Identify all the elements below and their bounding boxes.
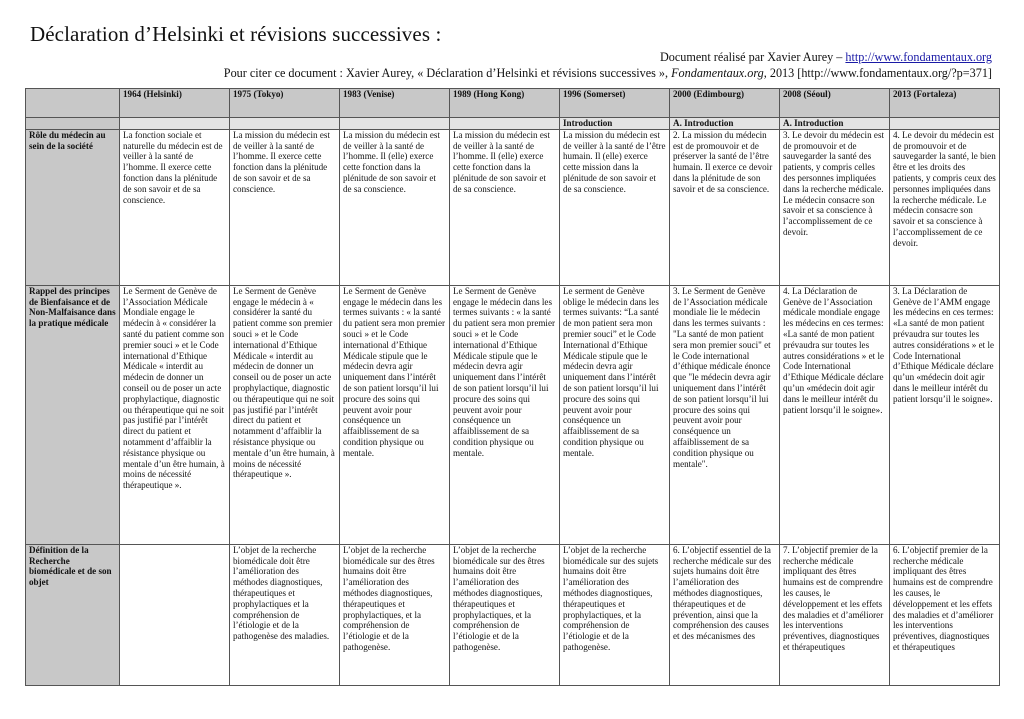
row-header: Rôle du médecin au sein de la société xyxy=(26,129,120,285)
subheader-row xyxy=(26,118,1000,130)
subheader-cell xyxy=(230,118,340,130)
table-row xyxy=(26,129,1000,285)
row-header: Rappel des principes de Bienfaisance et de Non-Malfaisance dans la pratique médicale xyxy=(26,285,120,544)
citation-journal: Fondamentaux.org xyxy=(671,66,764,80)
author-link[interactable]: http://www.fondamentaux.org xyxy=(845,50,992,64)
citation-prefix: Pour citer ce document : Xavier Aurey, « Déclaration d’Helsinki et révisions successives », xyxy=(223,66,672,80)
header-row xyxy=(26,89,1000,118)
column-header: 1964 (Helsinki) xyxy=(120,89,230,118)
table-cell: L’objet de la recherche biomédicale sur des sujets humains doit être l’amélioration des méthodes diagnostiques, thérapeutiques et prophylactiques, et la compréhension de l’étiologie et de la pathogenèse. xyxy=(560,544,670,685)
subheader-cell xyxy=(340,118,450,130)
subheader-cell: Introduction xyxy=(560,118,670,130)
table-cell: La mission du médecin est de veiller à la santé de l’homme. Il (elle) exerce cette fonction dans la plénitude de son savoir et de sa conscience. xyxy=(340,129,450,285)
subheader-cell: A. Introduction xyxy=(670,118,780,130)
document-title: Déclaration d’Helsinki et révisions successives : xyxy=(30,22,442,46)
table-cell: 2. La mission du médecin est de promouvoir et de préserver la santé de l’être humain. Il exerce ce devoir dans la plénitude de son savoir et de sa conscience. xyxy=(670,129,780,285)
column-header: 1983 (Venise) xyxy=(340,89,450,118)
comparison-table xyxy=(25,88,1000,686)
subheader-cell: A. Introduction xyxy=(780,118,890,130)
subheader-corner xyxy=(26,118,120,130)
subheader-cell xyxy=(890,118,1000,130)
table-cell: 4. La Déclaration de Genève de l’Association médicale mondiale engage les médecins en ces termes: «La santé de mon patient prévaudra sur toutes les autres considérations » et le Code International d’Ethique Médicale déclare qu’un «médecin doit agir dans le meilleur intérêt du patient lorsqu’il le soigne». xyxy=(780,285,890,544)
subheader-cell xyxy=(120,118,230,130)
table-row xyxy=(26,544,1000,685)
column-header: 1996 (Somerset) xyxy=(560,89,670,118)
column-header: 2008 (Séoul) xyxy=(780,89,890,118)
table-cell: 3. Le devoir du médecin est de promouvoir et de sauvegarder la santé des patients, y compris celles des personnes impliquées dans la recherche médicale. Le médecin consacre son savoir et sa conscience à l’accomplissement de ce devoir. xyxy=(780,129,890,285)
table-cell: L’objet de la recherche biomédicale sur des êtres humains doit être l’amélioration des méthodes diagnostiques, thérapeutiques et prophylactiques, et la compréhension de l’étiologie et de la pathogenèse. xyxy=(340,544,450,685)
table-cell: L’objet de la recherche biomédicale sur des êtres humains doit être l’amélioration des méthodes diagnostiques, thérapeutiques et prophylactiques, et la compréhension de l’étiologie et de la pathogenèse. xyxy=(450,544,560,685)
table-cell: 7. L’objectif premier de la recherche médicale impliquant des êtres humains est de comprendre les causes, le développement et les effets des maladies et d’améliorer les interventions préventives, diagnostiques et thérapeutiques xyxy=(780,544,890,685)
row-header: Définition de la Recherche biomédicale et de son objet xyxy=(26,544,120,685)
table-cell: 4. Le devoir du médecin est de promouvoir et de sauvegarder la santé, le bien être et les droits des patients, y compris ceux des personnes impliquées dans la recherche médicale. Le médecin consacre son savoir et sa conscience à l’accomplissement de ce devoir. xyxy=(890,129,1000,285)
author-text: Document réalisé par Xavier Aurey – xyxy=(659,50,846,64)
table-cell: Le Serment de Genève de l’Association Médicale Mondiale engage le médecin à « considérer la santé du patient comme son premier souci » et le Code international d’Ethique Médicale « interdit au médecin de donner un conseil ou de poser un acte prophylactique, diagnostic ou thérapeutique qui ne soit pas justifié par l’intérêt direct du patient et notamment d’affaiblir la résistance physique ou mentale d’un être humain, à moins de nécessité thérapeutique ». xyxy=(120,285,230,544)
column-header: 2000 (Edimbourg) xyxy=(670,89,780,118)
table-cell: La mission du médecin est de veiller à la santé de l’être humain. Il (elle) exerce cette mission dans la plénitude de son savoir et de sa conscience. xyxy=(560,129,670,285)
table-cell xyxy=(120,544,230,685)
column-header: 1975 (Tokyo) xyxy=(230,89,340,118)
table-row xyxy=(26,285,1000,544)
citation-line xyxy=(224,66,992,81)
table-cell: La mission du médecin est de veiller à la santé de l’homme. Il (elle) exerce cette fonction dans la plénitude de son savoir et de sa conscience. xyxy=(450,129,560,285)
author-line xyxy=(660,50,992,65)
citation-suffix: , 2013 [http://www.fondamentaux.org/?p=371] xyxy=(763,66,992,80)
table-cell: Le Serment de Genève engage le médecin dans les termes suivants : « la santé du patient sera mon premier souci » et le Code international d’Ethique Médicale stipule que le médecin devra agir uniquement dans l’intérêt de son patient lorsqu’il lui procure des soins qui peuvent avoir pour conséquence un affaiblissement de sa condition physique ou mentale. xyxy=(450,285,560,544)
table-cell: L’objet de la recherche biomédicale doit être l’amélioration des méthodes diagnostiques, thérapeutiques et prophylactiques et la compréhension de l’étiologie et de la pathogenèse des maladies. xyxy=(230,544,340,685)
table-cell: 3. La Déclaration de Genève de l’AMM engage les médecins en ces termes: «La santé de mon patient prévaudra sur toutes les autres considérations » et le Code International d’Ethique Médicale déclare qu’un «médecin doit agir dans le meilleur intérêt du patient lorsqu’il le soigne». xyxy=(890,285,1000,544)
table-cell: 6. L’objectif premier de la recherche médicale impliquant des êtres humains est de comprendre les causes, le développement et les effets des maladies et d’améliorer les interventions préventives, diagnostiques et thérapeutiques xyxy=(890,544,1000,685)
table-cell: Le serment de Genève oblige le médecin dans les termes suivants: “La santé de mon patient sera mon premier souci” et le Code International d’Ethique Médicale stipule que le médecin devra agir uniquement dans l’intérêt de son patient lorsqu’il lui procure des soins qui peuvent avoir pour conséquence un affaiblissement de sa condition physique ou mentale. xyxy=(560,285,670,544)
table-cell: La fonction sociale et naturelle du médecin est de veiller à la santé de l’homme. Il exerce cette fonction dans la plénitude de son savoir et de sa conscience. xyxy=(120,129,230,285)
header-corner xyxy=(26,89,120,118)
table-cell: Le Serment de Genève engage le médecin dans les termes suivants : « la santé du patient sera mon premier souci » et le Code international d’Ethique Médicale stipule que le médecin devra agir uniquement dans l’intérêt de son patient lorsqu’il lui procure des soins qui peuvent avoir pour conséquence un affaiblissement de sa condition physique ou mentale. xyxy=(340,285,450,544)
table-cell: 6. L’objectif essentiel de la recherche médicale sur des sujets humains doit être l’amélioration des méthodes diagnostiques, thérapeutiques et de prévention, ainsi que la compréhension des causes et des mécanismes des xyxy=(670,544,780,685)
column-header: 2013 (Fortaleza) xyxy=(890,89,1000,118)
subheader-cell xyxy=(450,118,560,130)
column-header: 1989 (Hong Kong) xyxy=(450,89,560,118)
table-cell: 3. Le Serment de Genève de l’Association médicale mondiale lie le médecin dans les termes suivants : "La santé de mon patient sera mon premier souci" et le Code international d’éthique médicale énonce que "le médecin devra agir uniquement dans l’intérêt de son patient lorsqu’il lui procure des soins qui peuvent avoir pour conséquence un affaiblissement de sa condition physique ou mentale". xyxy=(670,285,780,544)
table-cell: La mission du médecin est de veiller à la santé de l’homme. Il exerce cette fonction dans la plénitude de son savoir et de sa conscience. xyxy=(230,129,340,285)
table-cell: Le Serment de Genève engage le médecin à « considérer la santé du patient comme son premier souci » et le Code international d’Ethique Médicale « interdit au médecin de donner un conseil ou de poser un acte prophylactique, diagnostic ou thérapeutique qui ne soit pas justifié par l’intérêt direct du patient et notamment d’affaiblir la résistance physique ou mentale d’un être humain, à moins de nécessité thérapeutique ». xyxy=(230,285,340,544)
